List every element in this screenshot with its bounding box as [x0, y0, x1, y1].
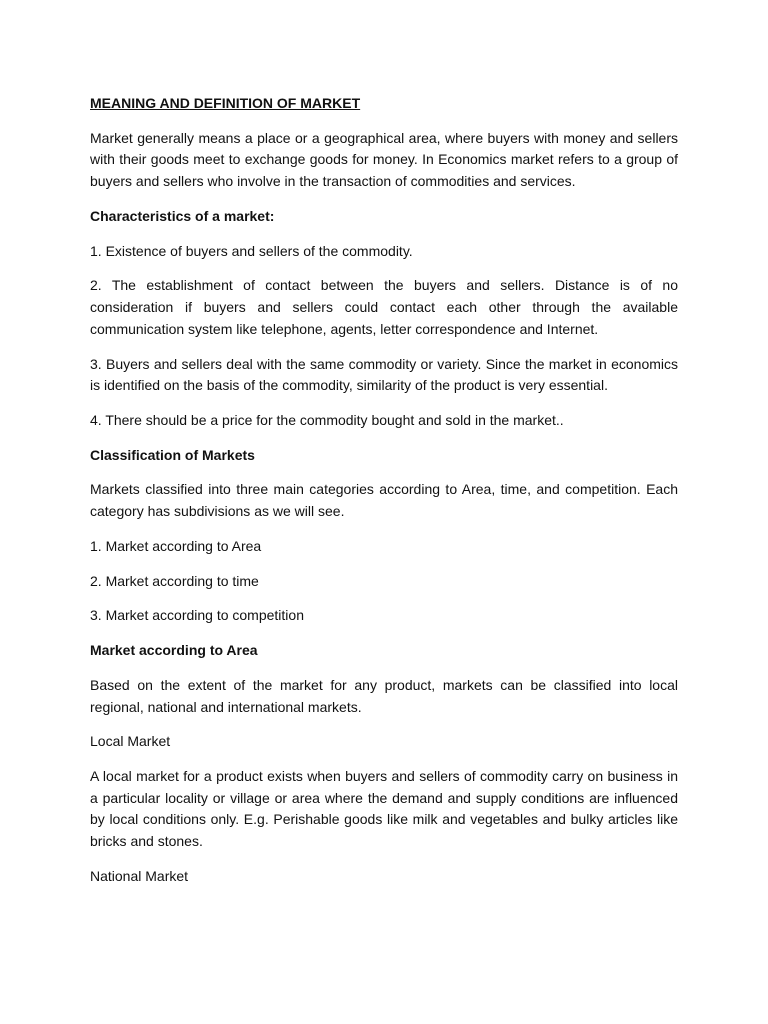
local-market-text: A local market for a product exists when buyers and sellers of commodity carry on business in a particular locality or village or area where the demand and supply conditions are influenced by local conditions only. E.g. Perishable goods like milk and vegetables and bulky articles like bricks and stones. [90, 767, 678, 850]
area-heading: Market according to Area [90, 642, 258, 659]
classification-item-1: 1. Market according to Area [90, 537, 262, 554]
characteristic-item-2: 2. The establishment of contact between the buyers and sellers. Distance is of no consideration if buyers and sellers could contact each other through the available communication system like telephone, agents, letter correspondence and Internet. [90, 277, 678, 337]
classification-intro: Markets classified into three main categories according to Area, time, and competition. Each category has subdivisions as we will see. [90, 481, 678, 520]
classification-item-2: 2. Market according to time [90, 572, 259, 589]
national-market-heading: National Market [90, 867, 189, 884]
characteristic-item-1: 1. Existence of buyers and sellers of the commodity. [90, 242, 413, 259]
local-market-heading: Local Market [90, 733, 171, 750]
intro-paragraph: Market generally means a place or a geographical area, where buyers with money and sellers with their goods meet to exchange goods for money. In Economics market refers to a group of buyers and sellers who involve in the transaction of commodities and services. [90, 129, 678, 190]
characteristic-item-4: 4. There should be a price for the commodity bought and sold in the market.. [90, 412, 564, 429]
area-intro: Based on the extent of the market for any product, markets can be classified into local regional, national and international markets. [90, 676, 678, 715]
characteristic-item-3: 3. Buyers and sellers deal with the same commodity or variety. Since the market in economics is identified on the basis of the commodity, similarity of the product is very essential. [90, 355, 678, 394]
classification-item-3: 3. Market according to competition [90, 607, 304, 624]
document-page [90, 93, 678, 901]
document-title: MEANING AND DEFINITION OF MARKET [90, 95, 361, 111]
characteristics-heading: Characteristics of a market: [90, 207, 275, 224]
classification-heading: Classification of Markets [90, 446, 255, 463]
